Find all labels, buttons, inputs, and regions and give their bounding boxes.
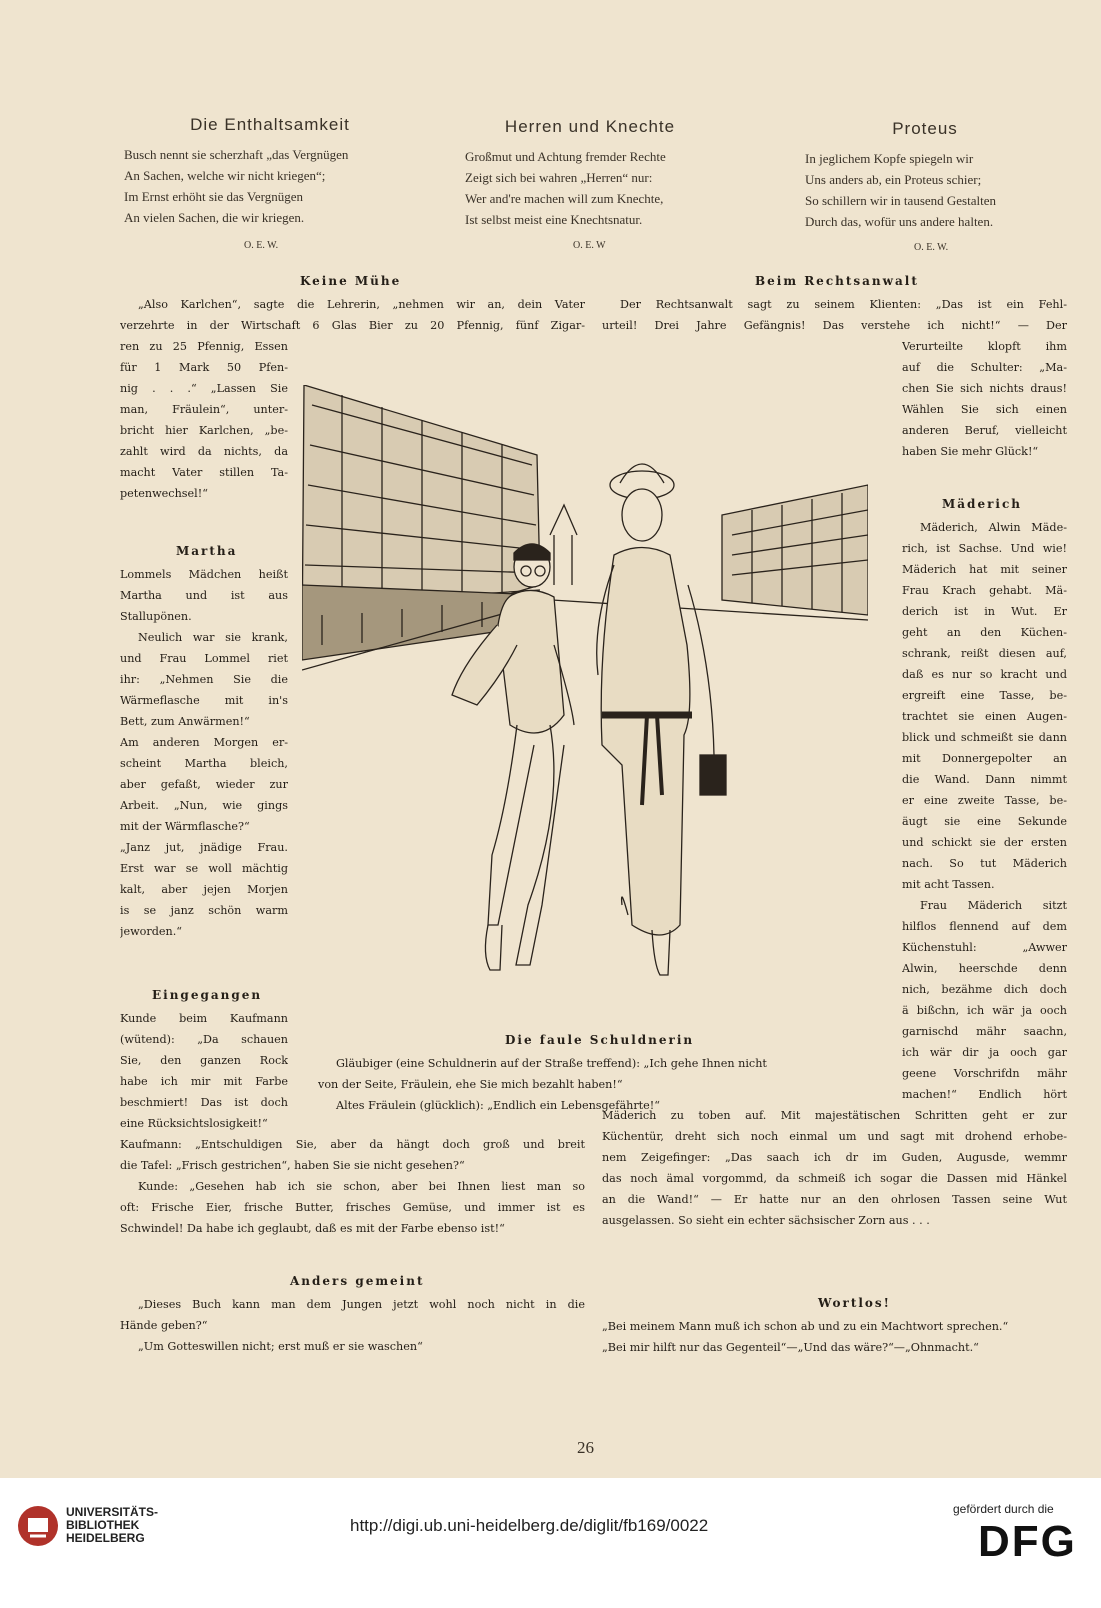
text-line: is se janz schön warm	[120, 904, 288, 917]
text-line: jeworden.“	[120, 925, 183, 938]
text-line: das noch ämal vorgommd, da schmeiß ich sogar die Dassen mid Hänkel	[602, 1172, 1067, 1185]
article-schuldnerin	[318, 1053, 878, 1116]
article-anders-gemeint	[120, 1294, 585, 1357]
text-line: Frau Mäderich sitzt	[920, 899, 1067, 912]
text-line: ich wär dir ja ooch gar	[902, 1046, 1067, 1059]
poem-line: Wer and're machen will zum Knechte,	[465, 191, 664, 206]
text-line: oft: Frische Eier, frische Butter, frisches Gemüse, und immer ist es	[120, 1201, 585, 1214]
text-line: eine Rücksichtslosigkeit!“	[120, 1117, 268, 1130]
text-line: Mäderich hat mit seiner	[902, 563, 1067, 576]
text-line: machen!“ Endlich hört	[902, 1088, 1067, 1101]
text-line: urteil! Drei Jahre Gefängnis! Das verstehe ich nicht!“ — Der	[602, 319, 1067, 332]
poem-line: So schillern wir in tausend Gestalten	[805, 193, 996, 208]
text-line: trachtet sie einen Augen-	[902, 710, 1067, 723]
library-seal-icon	[16, 1504, 60, 1548]
text-line: die Tafel: „Frisch gestrichen“, haben Sie sie nicht gesehen?“	[120, 1159, 465, 1172]
text-line: nem Zeigefinger: „Das saach ich dr im Guden, Augusde, wemmr	[602, 1151, 1067, 1164]
library-name	[66, 1506, 158, 1545]
text-line: Wählen Sie sich einen	[902, 403, 1067, 416]
text-line: Mäderich, Alwin Mäde-	[920, 521, 1067, 534]
text-line: rich, ist Sachse. Und wie!	[902, 542, 1067, 555]
article-martha	[120, 564, 288, 942]
text-line: Küchentür, dreht sich noch einmal um und sagt mit drohend erhobe-	[602, 1130, 1067, 1143]
text-line: mit acht Tassen.	[902, 878, 995, 891]
poem-body	[465, 146, 666, 230]
text-line: Neulich war sie krank,	[138, 631, 288, 644]
text-line: Frau Krach gehabt. Mä-	[902, 584, 1067, 597]
text-line: (wütend): „Da schauen	[120, 1033, 288, 1046]
source-url-link[interactable]: http://digi.ub.uni-heidelberg.de/diglit/fb169/0022	[350, 1516, 709, 1535]
article-heading: Wortlos!	[818, 1296, 891, 1310]
text-line: anderen Beruf, vielleicht	[902, 424, 1067, 437]
text-line: er eine zweite Tasse, be-	[902, 794, 1067, 807]
text-line: „Bei meinem Mann muß ich schon ab und zu ein Machtwort sprechen.“	[602, 1320, 1009, 1333]
poem-body	[124, 144, 348, 228]
text-line: Kunde: „Gesehen hab ich sie schon, aber bei Ihnen liest man so	[138, 1180, 585, 1193]
text-line: und Frau Lommel riet	[120, 652, 288, 665]
poem-line: Durch das, wofür uns andere halten.	[805, 214, 994, 229]
text-line: man, Fräulein“, unter-	[120, 403, 288, 416]
text-line: Verurteilte klopft ihm	[902, 340, 1067, 353]
text-line: geht an den Küchen-	[902, 626, 1067, 639]
poem-line: An Sachen, welche wir nicht kriegen“;	[124, 168, 326, 183]
poem-title: Die Enthaltsamkeit	[190, 115, 350, 134]
article-heading: Mäderich	[942, 497, 1022, 511]
text-line: habe ich mir mit Farbe	[120, 1075, 288, 1088]
text-line: für 1 Mark 50 Pfen-	[120, 361, 288, 374]
text-line: blick und schmeißt sie dann	[902, 731, 1067, 744]
text-line: Sie, den ganzen Rock	[120, 1054, 288, 1067]
text-line: die Wand. Dann nimmt	[902, 773, 1067, 786]
text-line: nich, bezähme dich doch	[902, 983, 1067, 996]
text-line: zahlt wird da nichts, da	[120, 445, 288, 458]
text-line: Kaufmann: „Entschuldigen Sie, aber da hängt doch groß und breit	[120, 1138, 585, 1151]
poem-line: Im Ernst erhöht sie das Vergnügen	[124, 189, 303, 204]
text-line: derich ist in Wut. Er	[902, 605, 1067, 618]
text-line: Alwin, heerschde denn	[902, 962, 1067, 975]
text-line: ergreift eine Tasse, be-	[902, 689, 1067, 702]
text-line: chen Sie sich nichts draus!	[902, 382, 1067, 395]
text-line: Kunde beim Kaufmann	[120, 1012, 288, 1025]
text-line: haben Sie mehr Glück!“	[902, 445, 1039, 458]
text-line: Martha und ist aus	[120, 589, 288, 602]
text-line: äugt sie eine Sekunde	[902, 815, 1067, 828]
text-line: „Bei mir hilft nur das Gegenteil“—„Und das wäre?“—„Ohnmacht.“	[602, 1341, 979, 1354]
text-line: Schwindel! Da habe ich geglaubt, daß es mit der Farbe ebenso ist!“	[120, 1222, 505, 1235]
page-number: 26	[577, 1438, 594, 1457]
text-line: daß es nur so kracht und	[902, 668, 1067, 681]
article-heading: Martha	[176, 544, 238, 558]
poem-title: Herren und Knechte	[504, 117, 676, 136]
text-line: ren zu 25 Pfennig, Essen	[120, 340, 288, 353]
text-line: aber gefaßt, wieder zur	[120, 778, 288, 791]
text-line: nig . . .“ „Lassen Sie	[120, 382, 288, 395]
text-line: Am anderen Morgen er-	[120, 736, 288, 749]
text-line: bricht hier Karlchen, „be-	[120, 424, 288, 437]
text-line: mit der Wärmflasche?“	[120, 820, 250, 833]
text-line: Gläubiger (eine Schuldnerin auf der Straße treffend): „Ich gehe Ihnen nicht	[336, 1057, 767, 1070]
library-name-line: HEIDELBERG	[66, 1531, 145, 1545]
text-line: beschmiert! Das ist doch	[120, 1096, 288, 1109]
text-line: Hände geben?“	[120, 1319, 208, 1332]
poem-line: Busch nennt sie scherzhaft „das Vergnügen	[124, 147, 349, 162]
text-line: nach. So tut Mäderich	[902, 857, 1067, 870]
poem-line: Zeigt sich bei wahren „Herren“ nur:	[465, 170, 653, 185]
poem-line: Großmut und Achtung fremder Rechte	[465, 149, 666, 164]
poem-author: O. E. W.	[914, 242, 949, 253]
text-line: ausgelassen. So sieht ein echter sächsischer Zorn aus . . .	[602, 1214, 930, 1227]
text-line: Wärmeflasche mit in's	[120, 694, 288, 707]
article-heading: Keine Mühe	[300, 274, 402, 288]
text-line: an die Wand!“ — Er hatte nur an den ohrlosen Tassen seine Wut	[602, 1193, 1067, 1206]
text-line: „Um Gotteswillen nicht; erst muß er sie waschen“	[138, 1340, 423, 1353]
article-heading: Beim Rechtsanwalt	[755, 274, 919, 288]
article-heading: Anders gemeint	[290, 1274, 425, 1288]
text-line: geene Vorschrifdn mähr	[902, 1067, 1067, 1080]
text-line: mit Donnergepolter an	[902, 752, 1067, 765]
text-line: kalt, aber jejen Morjen	[120, 883, 288, 896]
text-line: macht Vater stillen Ta-	[120, 466, 288, 479]
poem-body	[805, 148, 996, 232]
text-line: Arbeit. „Nun, wie gings	[120, 799, 288, 812]
poem-author: O. E. W.	[244, 240, 279, 251]
text-line: Der Rechtsanwalt sagt zu seinem Klienten: „Das ist ein Fehl-	[620, 298, 1067, 311]
text-line: von der Seite, Fräulein, ehe Sie mich bezahlt haben!“	[318, 1078, 623, 1091]
text-line: Küchenstuhl: „Awwer	[902, 941, 1067, 954]
text-line: Bett, zum Anwärmen!“	[120, 715, 250, 728]
text-line: Altes Fräulein (glücklich): „Endlich ein Lebensgefährte!“	[336, 1099, 660, 1112]
poem-line: In jeglichem Kopfe spiegeln wir	[805, 151, 974, 166]
text-line: scheint Martha bleich,	[120, 757, 288, 770]
library-name-line: UNIVERSITÄTS-	[66, 1505, 159, 1519]
street-illustration	[302, 385, 868, 1015]
footer-bar	[0, 1478, 1101, 1608]
dfg-logo: DFG	[978, 1517, 1077, 1566]
article-wortlos	[602, 1316, 1067, 1358]
text-line: „Janz jut, jnädige Frau.	[120, 841, 288, 854]
article-heading: Eingegangen	[152, 988, 263, 1002]
text-line: schrank, reißt diesen auf,	[902, 647, 1067, 660]
text-line: verzehrte in der Wirtschaft 6 Glas Bier zu 20 Pfennig, fünf Zigar-	[120, 319, 585, 332]
text-line: Stallupönen.	[120, 610, 192, 623]
text-line: hilflos flennend auf dem	[902, 920, 1067, 933]
text-line: „Dieses Buch kann man dem Jungen jetzt wohl noch nicht in die	[138, 1298, 585, 1311]
text-line: Lommels Mädchen heißt	[120, 568, 288, 581]
article-heading: Die faule Schuldnerin	[505, 1033, 695, 1047]
funded-by-label: gefördert durch die	[953, 1502, 1054, 1516]
poem-title: Proteus	[892, 119, 958, 138]
text-line: Mäderich zu toben auf. Mit majestätischen Schritten geht er zur	[602, 1109, 1067, 1122]
poem-author: O. E. W	[573, 240, 606, 251]
text-line: ä bißchn, ich wär ja ooch	[902, 1004, 1067, 1017]
poem-line: An vielen Sachen, die wir kriegen.	[124, 210, 305, 225]
poem-line: Ist selbst meist eine Knechtsnatur.	[465, 212, 643, 227]
text-line: auf die Schulter: „Ma-	[902, 361, 1067, 374]
text-line: petenwechsel!“	[120, 487, 208, 500]
poem-line: Uns anders ab, ein Proteus schier;	[805, 172, 982, 187]
text-line: garnischd mähr saachn,	[902, 1025, 1067, 1038]
library-name-line: BIBLIOTHEK	[66, 1518, 140, 1532]
text-line: ihr: „Nehmen Sie die	[120, 673, 288, 686]
text-line: und schickt sie der ersten	[902, 836, 1067, 849]
text-line: „Also Karlchen“, sagte die Lehrerin, „nehmen wir an, dein Vater	[138, 298, 585, 311]
text-line: Erst war se woll mächtig	[120, 862, 288, 875]
